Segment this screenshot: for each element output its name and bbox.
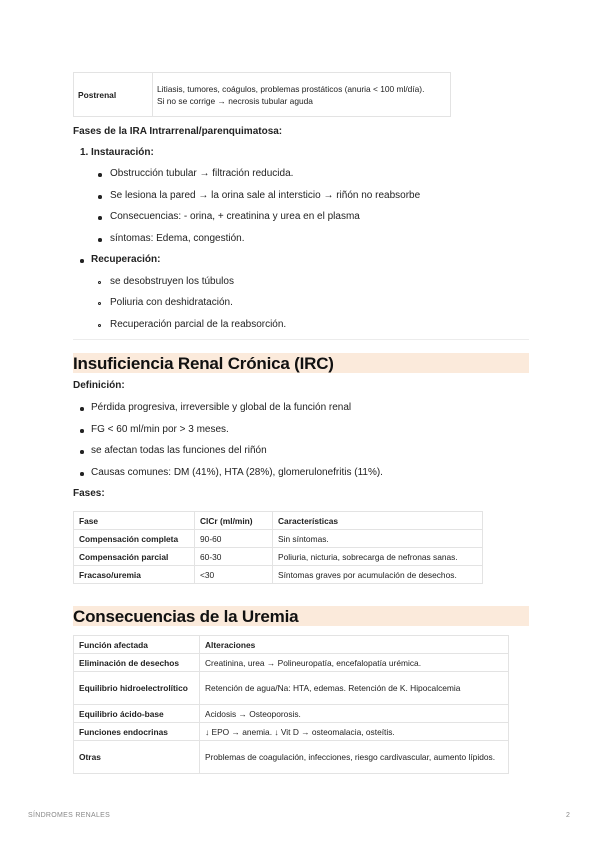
- list-item: Obstrucción tubular → filtración reducida.: [110, 168, 294, 179]
- uremia-table: [73, 635, 509, 774]
- bullet-icon: [98, 173, 102, 177]
- header-cell: Fase: [74, 512, 195, 530]
- section-title: Consecuencias de la Uremia: [73, 607, 299, 626]
- divider: [73, 339, 529, 340]
- section-title: Insuficiencia Renal Crónica (IRC): [73, 354, 334, 373]
- cell: Acidosis → Osteoporosis.: [200, 705, 509, 723]
- table-row: [74, 654, 509, 672]
- circle-bullet-icon: [98, 324, 101, 327]
- table-row: [74, 73, 451, 117]
- cell: Funciones endocrinas: [74, 723, 200, 741]
- list-item: Se lesiona la pared → la orina sale al intersticio → riñón no reabsorbe: [110, 190, 421, 201]
- cell: Problemas de coagulación, infecciones, riesgo cardivascular, aumento lípidos.: [200, 741, 509, 774]
- cell: Poliuria, nicturia, sobrecarga de nefronas sanas.: [273, 548, 483, 566]
- cell: Creatinina, urea → Polineuropatía, encefalopatía urémica.: [200, 654, 509, 672]
- cell: Equilibrio hidroelectrolítico: [74, 672, 200, 705]
- table-header-row: [74, 512, 483, 530]
- postrenal-table: [73, 72, 451, 117]
- cell: ↓ EPO → anemia. ↓ Vit D → osteomalacia, osteítis.: [200, 723, 509, 741]
- bullet-icon: [80, 407, 84, 411]
- header-cell: ClCr (ml/min): [195, 512, 273, 530]
- bullet-icon: [98, 238, 102, 242]
- table-row: [74, 548, 483, 566]
- cell: Otras: [74, 741, 200, 774]
- table-row: [74, 705, 509, 723]
- phases-title: Fases de la IRA Intrarrenal/parenquimatosa:: [73, 126, 283, 137]
- circle-bullet-icon: [98, 302, 101, 305]
- list-item: síntomas: Edema, congestión.: [110, 233, 245, 244]
- bullet-icon: [98, 216, 102, 220]
- cell: Sin síntomas.: [273, 530, 483, 548]
- cell: Fracaso/uremia: [74, 566, 195, 584]
- bullet-icon: [80, 259, 84, 263]
- section-header-irc: [73, 353, 529, 373]
- cell: Síntomas graves por acumulación de desechos.: [273, 566, 483, 584]
- phase2-title: Recuperación:: [91, 254, 161, 265]
- list-item: se afectan todas las funciones del riñón: [91, 445, 267, 456]
- cell: 60-30: [195, 548, 273, 566]
- table-row: [74, 530, 483, 548]
- cell: <30: [195, 566, 273, 584]
- bullet-icon: [80, 429, 84, 433]
- list-item: Pérdida progresiva, irreversible y global de la función renal: [91, 402, 352, 413]
- footer-title: SÍNDROMES RENALES: [28, 812, 111, 819]
- list-item: Recuperación parcial de la reabsorción.: [110, 319, 287, 330]
- list-item: Causas comunes: DM (41%), HTA (28%), glomerulonefritis (11%).: [91, 467, 383, 478]
- row-line-2: Si no se corrige → necrosis tubular aguda: [157, 95, 313, 106]
- cell: Equilibrio ácido-base: [74, 705, 200, 723]
- cell: Eliminación de desechos: [74, 654, 200, 672]
- row-label: Postrenal: [74, 73, 153, 117]
- list-item: Poliuria con deshidratación.: [110, 297, 233, 308]
- definition-label: Definición:: [73, 380, 125, 391]
- table-row: [74, 723, 509, 741]
- list-item: Consecuencias: - orina, + creatinina y urea en el plasma: [110, 211, 360, 222]
- bullet-icon: [80, 450, 84, 454]
- irc-phases-table: [73, 511, 483, 584]
- table-row: [74, 566, 483, 584]
- row-line-1: Litiasis, tumores, coágulos, problemas prostáticos (anuria < 100 ml/día).: [157, 83, 425, 94]
- list-item: se desobstruyen los túbulos: [110, 276, 234, 287]
- section-header-uremia: [73, 606, 529, 626]
- row-content: [153, 73, 451, 117]
- cell: Retención de agua/Na: HTA, edemas. Retención de K. Hipocalcemia: [200, 672, 509, 705]
- header-cell: Alteraciones: [200, 636, 509, 654]
- list-item: FG < 60 ml/min por > 3 meses.: [91, 424, 229, 435]
- bullet-icon: [80, 472, 84, 476]
- cell: 90-60: [195, 530, 273, 548]
- cell: Compensación parcial: [74, 548, 195, 566]
- cell: Compensación completa: [74, 530, 195, 548]
- circle-bullet-icon: [98, 281, 101, 284]
- table-row: [74, 672, 509, 705]
- header-cell: Función afectada: [74, 636, 200, 654]
- phases-label: Fases:: [73, 488, 105, 499]
- page-number: 2: [566, 812, 571, 819]
- bullet-icon: [98, 195, 102, 199]
- phase1-title: Instauración:: [91, 147, 154, 158]
- table-header-row: [74, 636, 509, 654]
- header-cell: Características: [273, 512, 483, 530]
- table-row: [74, 741, 509, 774]
- phase1-number: 1.: [80, 147, 89, 158]
